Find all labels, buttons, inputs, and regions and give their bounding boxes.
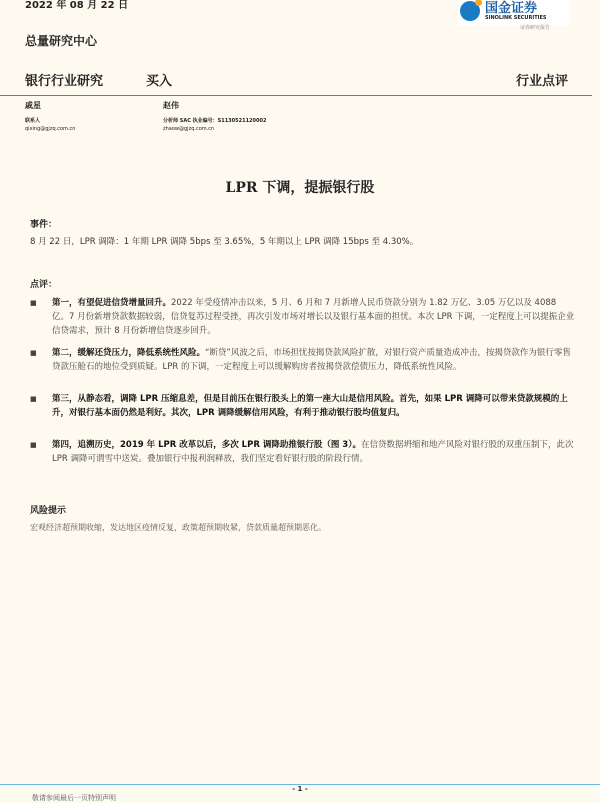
analyst-2 bbox=[163, 100, 266, 133]
analyst-name: 赵伟 bbox=[163, 101, 179, 110]
analyst-email[interactable]: qixing@gjzq.com.cn bbox=[25, 126, 76, 132]
comment-bullet bbox=[30, 392, 575, 420]
risk-text: 宏观经济超预期收缩，发达地区疫情反复，政策超预期收紧，贷款质量超预期恶化。 bbox=[30, 523, 326, 532]
bullet-lead: 第四，追溯历史，2019 年 LPR 改革以后，多次 LPR 调降助推银行股（图 3）。 bbox=[52, 440, 361, 450]
bullet-icon: ■ bbox=[30, 349, 37, 357]
research-center: 总量研究中心 bbox=[25, 34, 98, 48]
logo-subtitle: 证券研究报告 bbox=[520, 25, 551, 31]
risk-heading: 风险提示 bbox=[30, 506, 67, 516]
comment-bullet bbox=[30, 296, 575, 338]
header-divider bbox=[0, 95, 592, 96]
sinolink-logo bbox=[458, 0, 570, 26]
bullet-lead: 第三，从静态看，调降 LPR 压缩息差，但是目前压在银行股头上的第一座大山是信用风险。首先，如果 LPR 调降可以带来贷款规模的上升，对银行基本面仍然是利好。其次，LPR 调降缓解信用风险，有利于推动银行股均值复归。 bbox=[52, 394, 568, 418]
logo-mark-icon bbox=[460, 1, 480, 21]
report-title: LPR 下调，提振银行股 bbox=[225, 180, 375, 196]
event-text: 8 月 22 日，LPR 调降：1 年期 LPR 调降 5bps 至 3.65%，5 年期以上 LPR 调降 15bps 至 4.30%。 bbox=[30, 237, 419, 247]
footer-disclaimer: 敬请参阅最后一页特别声明 bbox=[32, 794, 116, 802]
bullet-text: 2022 年受疫情冲击以来，5 月、6 月和 7 月新增人民币贷款分别为 1.82 万亿、3.05 万亿以及 4088 亿。7 月份新增贷款数据较弱，信贷复苏过程受挫，再次引发市场对增长以及银行基本面的担忧。本次 LPR 下调，一定程度上可以提振企业信贷需求，预计 8 月份新增信贷逐步回升。 bbox=[52, 298, 575, 336]
logo-cn: 国金证券 bbox=[485, 0, 538, 16]
comment-bullet bbox=[30, 438, 575, 466]
bullet-icon: ■ bbox=[30, 441, 37, 449]
analyst-role: 分析师 SAC 执业编号：S1130521120002 bbox=[163, 118, 267, 124]
event-heading: 事件： bbox=[30, 220, 58, 230]
analyst-email[interactable]: zhaow@gjzq.com.cn bbox=[163, 126, 215, 132]
comment-bullet bbox=[30, 346, 575, 374]
logo-en: SINOLINK SECURITIES bbox=[485, 14, 547, 21]
bullet-lead: 第一，有望促进信贷增量回升。 bbox=[52, 298, 172, 308]
analyst-role: 联系人 bbox=[25, 118, 41, 124]
report-date: 2022 年 08 月 22 日 bbox=[25, 0, 129, 11]
analyst-name: 戚星 bbox=[25, 101, 41, 110]
analyst-1 bbox=[25, 100, 75, 133]
industry-label: 银行行业研究 bbox=[25, 74, 104, 89]
bullet-icon: ■ bbox=[30, 395, 37, 403]
report-type: 行业点评 bbox=[515, 74, 568, 89]
bullet-text: 在信贷数据坍缩和地产风险对银行股的双重压制下，此次 LPR 调降可谓雪中送炭。叠加银行中报利润释放，我们坚定看好银行股的阶段行情。 bbox=[52, 440, 574, 464]
comment-heading: 点评： bbox=[30, 280, 58, 290]
bullet-icon: ■ bbox=[30, 299, 37, 307]
page-number: - 1 - bbox=[292, 785, 308, 793]
bullet-text: “断贷”风波之后，市场担忧按揭贷款风险扩散，对银行资产质量造成冲击，按揭贷款作为银行零售贷款压舱石的地位受到质疑。LPR 的下调，一定程度上可以缓解购房者按揭贷款偿债压力，降低系统性风险。 bbox=[52, 348, 571, 372]
bullet-lead: 第二，缓解还贷压力，降低系统性风险。 bbox=[52, 348, 206, 358]
rating-label: 买入 bbox=[146, 74, 173, 89]
